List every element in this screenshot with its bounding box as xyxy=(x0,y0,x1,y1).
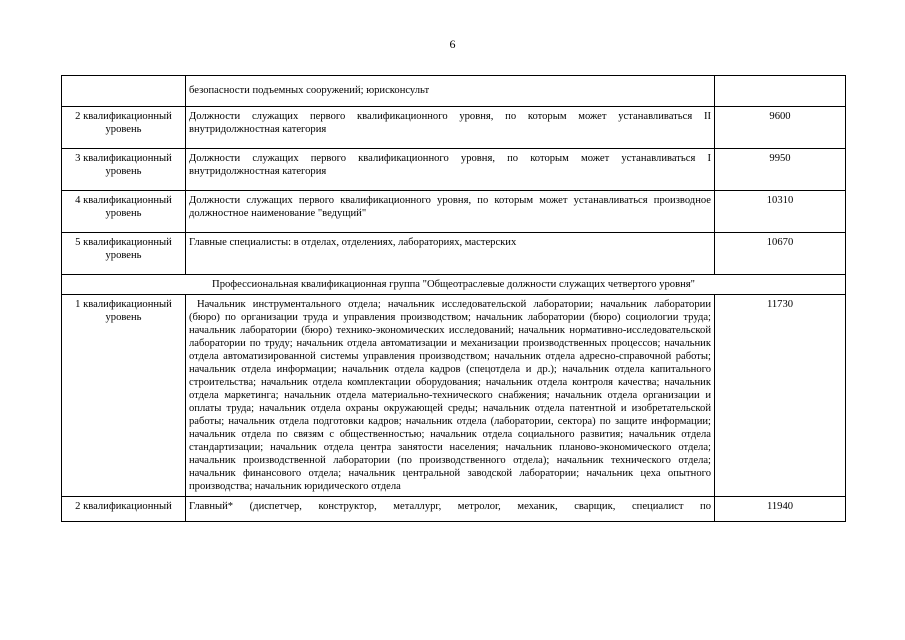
salary-cell: 11940 xyxy=(715,497,846,522)
salary-cell: 9600 xyxy=(715,107,846,149)
description-cell: Главный* (диспетчер, конструктор, металлург, метролог, механик, сварщик, специалист по xyxy=(186,497,715,522)
page-number: 6 xyxy=(449,37,456,51)
table-row xyxy=(62,295,846,497)
level-cell: 5 квалификационный уровень xyxy=(62,233,186,275)
salary-cell: 10670 xyxy=(715,233,846,275)
table-row xyxy=(62,233,846,275)
description-cell: Должности служащих первого квалификационного уровня, по которым может устанавливаться I внутридолжностная категория xyxy=(186,149,715,191)
table-row xyxy=(62,107,846,149)
salary-cell: 9950 xyxy=(715,149,846,191)
salary-cell xyxy=(715,76,846,107)
level-cell: 2 квалификационный xyxy=(62,497,186,522)
table-row xyxy=(62,497,846,522)
level-cell xyxy=(62,76,186,107)
description-cell: Должности служащих первого квалификационного уровня, по которым может устанавливаться производное должностное наименование "ведущий" xyxy=(186,191,715,233)
salary-cell: 11730 xyxy=(715,295,846,497)
salary-cell: 10310 xyxy=(715,191,846,233)
level-cell: 2 квалификационный уровень xyxy=(62,107,186,149)
description-cell: безопасности подъемных сооружений; юрисконсульт xyxy=(186,76,715,107)
salary-table xyxy=(61,75,846,522)
group-header: Профессиональная квалификационная группа "Общеотраслевые должности служащих четвертого уровня" xyxy=(62,275,846,295)
level-cell: 1 квалификационный уровень xyxy=(62,295,186,497)
table-row xyxy=(62,149,846,191)
group-header-row xyxy=(62,275,846,295)
table-row xyxy=(62,191,846,233)
level-cell: 3 квалификационный уровень xyxy=(62,149,186,191)
description-cell: Главные специалисты: в отделах, отделениях, лабораториях, мастерских xyxy=(186,233,715,275)
description-cell: Должности служащих первого квалификационного уровня, по которым может устанавливаться II внутридолжностная категория xyxy=(186,107,715,149)
table-row xyxy=(62,76,846,107)
level-cell: 4 квалификационный уровень xyxy=(62,191,186,233)
description-cell: Начальник инструментального отдела; начальник исследовательской лаборатории; начальник лаборатории (бюро) по организации труда и управления производством; начальник лаборатории (бюро) социологии труда; начальник лаборатории (бюро) технико-экономических исследований; начальник нормативно-исследовательской лаборатории по труду; начальник отдела автоматизации и механизации производственных процессов; начальник отдела автоматизированной системы управления производством; начальник отдела адресно-справочной работы; начальник отдела информации; начальник отдела кадров (спецотдела и др.); начальник отдела капитального строительства; начальник отдела комплектации оборудования; начальник отдела контроля качества; начальник отдела маркетинга; начальник отдела материально-технического снабжения; начальник отдела организации и оплаты труда; начальник отдела охраны окружающей среды; начальник отдела патентной и изобретательской работы; начальник отдела подготовки кадров; начальник отдела (лаборатории, сектора) по защите информации; начальник отдела по связям с общественностью; начальник отдела социального развития; начальник отдела стандартизации; начальник отдела центра занятости населения; начальник планово-экономического отдела; начальник производственной лаборатории (по производственного отдела); начальник технического отдела; начальник финансового отдела; начальник центральной заводской лаборатории; начальник цеха опытного производства; начальник юридического отдела xyxy=(186,295,715,497)
